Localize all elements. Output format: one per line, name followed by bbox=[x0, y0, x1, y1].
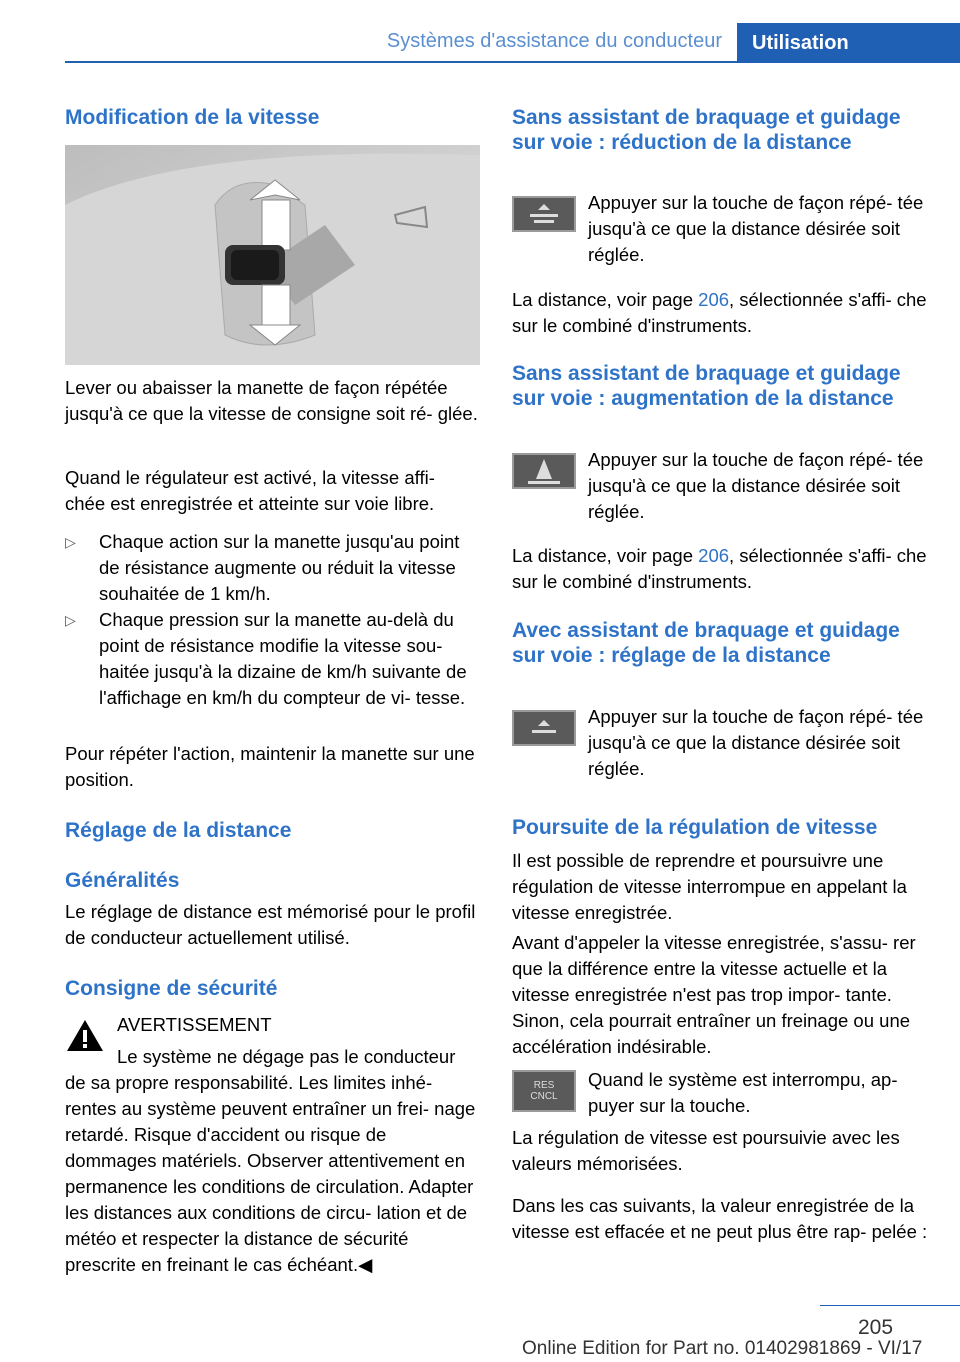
warning-text: Le système ne dégage pas le conducteur de sa propre responsabilité. Les limites inhé‐ rentes au système peuvent entraîner un frei‐ nage retardé. Risque d'accident ou risque de dommages matériels. Observer attentivement en permanence les conditions de circulation. Adapter les distances aux conditions de circu‐ lation et de météo et respecter la distance de sécurité prescrite en freinant le cas échéant.◀ bbox=[65, 1046, 476, 1275]
bullet-text: Chaque pression sur la manette au-delà du point de résistance modifie la vitesse sou‐ haitée jusqu'à la dizaine de km/h suivante de l'affichage en km/h du compteur de vi‐ tesse. bbox=[99, 609, 467, 708]
bullet-triangle-icon: ▷ bbox=[65, 534, 76, 550]
bullet-triangle-icon: ▷ bbox=[65, 612, 76, 628]
paragraph-general: Le réglage de distance est mémorisé pour le profil de conducteur actuellement utilisé. bbox=[65, 901, 476, 948]
resume-paragraph-4: La régulation de vitesse est poursuivie avec les valeurs mémorisées. bbox=[512, 1127, 900, 1174]
page-link[interactable]: 206 bbox=[698, 545, 730, 566]
steering-wheel-image bbox=[65, 145, 480, 365]
heading-increase-distance: Sans assistant de braquage et guidage sur voie : augmentation de la distance bbox=[512, 362, 901, 410]
warning-title: AVERTISSEMENT bbox=[117, 1014, 272, 1035]
increase-instruction: Appuyer sur la touche de façon répé‐ tée jusqu'à ce que la distance désirée soit réglée. bbox=[588, 449, 924, 522]
heading-assist-distance: Avec assistant de braquage et guidage sur voie : réglage de la distance bbox=[512, 619, 900, 667]
header-section-title: Systèmes d'assistance du conducteur bbox=[386, 30, 722, 52]
footer-rule bbox=[820, 1305, 960, 1306]
page-number: 205 bbox=[858, 1316, 894, 1339]
resume-paragraph-2: Avant d'appeler la vitesse enregistrée, s'assu‐ rer que la différence entre la vitesse actuelle et la vitesse enregistrée n'est pas trop impor‐ tante. Sinon, cela pourrait entraîner un freinage ou une accélération indésirable. bbox=[512, 932, 916, 1057]
heading-resume: Poursuite de la régulation de vitesse bbox=[512, 816, 878, 839]
heading-distance: Réglage de la distance bbox=[65, 819, 292, 842]
heading-speed-change: Modification de la vitesse bbox=[65, 106, 320, 129]
page-link[interactable]: 206 bbox=[698, 289, 730, 310]
res-label: RES bbox=[533, 1080, 555, 1091]
resume-paragraph-5: Dans les cas suivants, la valeur enregistrée de la vitesse est effacée et ne peut plus être rap‐ pelée : bbox=[512, 1195, 928, 1242]
paragraph-lever: Lever ou abaisser la manette de façon répétée jusqu'à ce que la vitesse de consigne soit ré‐ glée. bbox=[65, 377, 478, 424]
steering-lever-illustration bbox=[65, 145, 480, 365]
list-item bbox=[65, 529, 480, 607]
resume-paragraph-1: Il est possible de reprendre et poursuivre une régulation de vitesse interrompue en appelant la vitesse enregistrée. bbox=[512, 850, 907, 923]
increase-note: La distance, voir page 206, sélectionnée s'affi‐ che sur le combiné d'instruments. bbox=[512, 545, 927, 592]
resume-instruction: Quand le système est interrompu, ap‐ puyer sur la touche. bbox=[588, 1069, 898, 1116]
heading-safety: Consigne de sécurité bbox=[65, 977, 278, 1000]
assist-instruction: Appuyer sur la touche de façon répé‐ tée jusqu'à ce que la distance désirée soit réglée. bbox=[588, 706, 924, 779]
header-chapter-tab: Utilisation bbox=[737, 23, 960, 63]
footer-edition: Online Edition for Part no. 01402981869 - VI/17 bbox=[522, 1338, 923, 1359]
heading-reduce-distance: Sans assistant de braquage et guidage sur voie : réduction de la distance bbox=[512, 106, 901, 154]
reduce-note: La distance, voir page 206, sélectionnée s'affi‐ che sur le combiné d'instruments. bbox=[512, 289, 927, 336]
reduce-instruction: Appuyer sur la touche de façon répé‐ tée jusqu'à ce que la distance désirée soit réglée. bbox=[588, 192, 924, 265]
bullet-text: Chaque action sur la manette jusqu'au point de résistance augmente ou réduit la vitesse souhaitée de 1 km/h. bbox=[99, 531, 460, 604]
heading-general: Généralités bbox=[65, 869, 180, 892]
list-item bbox=[65, 607, 480, 711]
cncl-label: CNCL bbox=[530, 1091, 558, 1102]
paragraph-repeat: Pour répéter l'action, maintenir la manette sur une position. bbox=[65, 743, 475, 790]
header-rule bbox=[65, 61, 960, 63]
paragraph-activated: Quand le régulateur est activé, la vitesse affi‐ chée est enregistrée et atteinte sur voie libre. bbox=[65, 467, 435, 514]
